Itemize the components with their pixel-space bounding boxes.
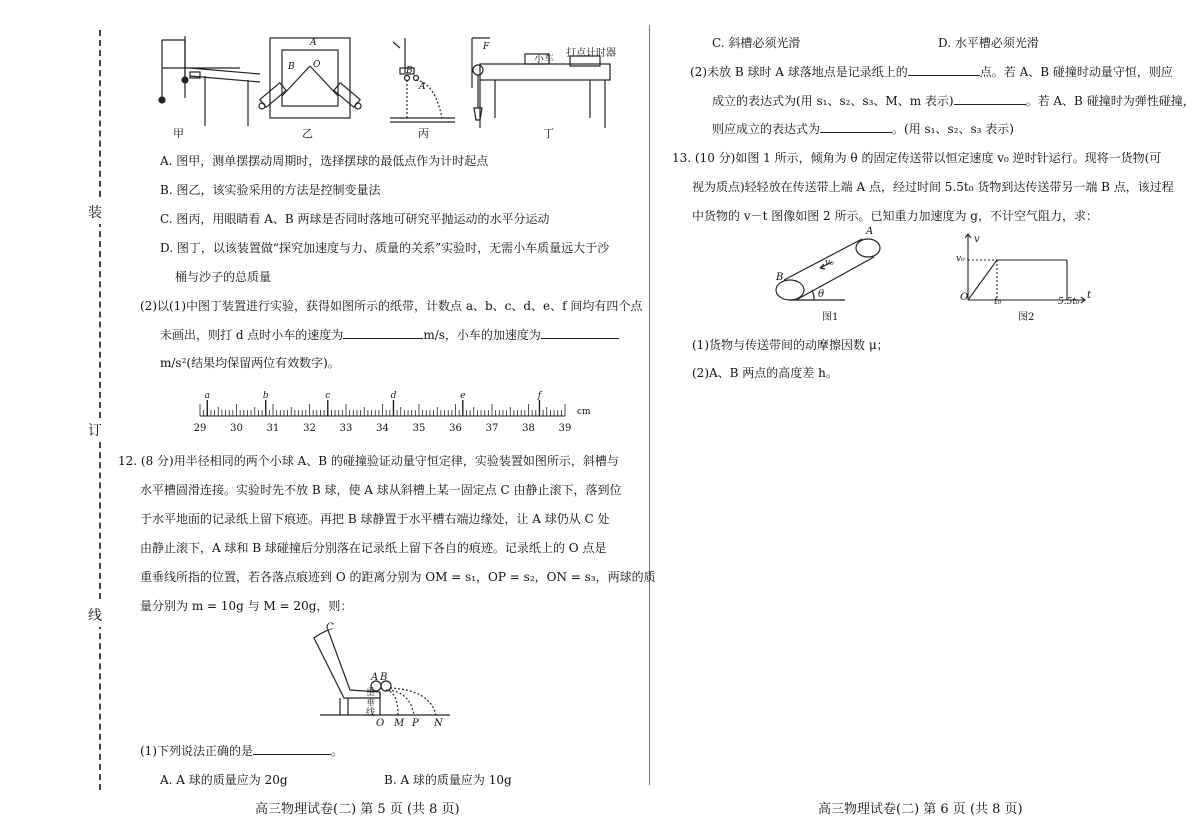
q13-sub2: (2)A、B 两点的高度差 h。 [692, 366, 838, 380]
q12-fig-C: C [326, 622, 334, 633]
footer-left: 高三物理试卷(二) 第 5 页 (共 8 页) [255, 802, 460, 817]
fig2-O: O [960, 292, 969, 303]
answer-blank-momentum-expr[interactable] [954, 92, 1026, 105]
q11-part2-line1: (2)以(1)中图丁装置进行实验，获得如图所示的纸带，计数点 a、b、c、d、e、f 间均有四个点 [140, 299, 643, 313]
counting-point-e: e [460, 391, 466, 401]
binding-char-zhuang: 装 [88, 200, 102, 224]
q12-part2-line2: 成立的表达式为(用 s₁、s₂、s₃、M、m 表示) 。若 A、B 碰撞时为弹性碰撞， [712, 94, 1195, 108]
option-d-cont: 桶与沙子的总质量 [175, 270, 272, 284]
fig-yi-label: 乙 [302, 127, 313, 140]
fig-ding-label: 丁 [543, 127, 554, 140]
binding-char-ding: 订 [88, 418, 102, 442]
answer-blank-elastic-expr[interactable] [820, 120, 892, 133]
fig2-v: v [974, 234, 980, 245]
q12-line1: 12. (8 分)用半径相同的两个小球 A、B 的碰撞验证动量守恒定律，实验装置如图所示，斜槽与 [118, 454, 619, 468]
fig2-t: t [1087, 290, 1092, 301]
fig-jia-label: 甲 [173, 127, 184, 140]
fig-ding-F: F [483, 42, 490, 52]
fig2-t55: 5.5t₀ [1058, 297, 1080, 307]
counting-point-c: c [325, 391, 331, 401]
q12-fig-O: O [376, 718, 385, 729]
q12-option-b: B. A 球的质量应为 10g [384, 773, 512, 787]
ruler-number: 35 [412, 423, 426, 434]
q12-part2-line3: 则应成立的表达式为 。(用 s₁、s₂、s₃ 表示) [712, 122, 1014, 136]
answer-blank-velocity[interactable] [343, 326, 423, 339]
counting-point-f: f [537, 391, 542, 401]
ruler-number: 29 [193, 423, 207, 434]
counting-point-d: d [390, 391, 397, 401]
fig1-A: A [866, 226, 874, 237]
ruler-number: 37 [485, 423, 499, 434]
counting-point-a: a [204, 391, 210, 401]
option-d: D. 图丁，以该装置做“探究加速度与力、质量的关系”实验时，无需小车质量远大于沙 [160, 241, 610, 255]
ruler-number: 38 [522, 423, 535, 434]
ruler-number: 36 [449, 423, 462, 434]
q13-line2: 视为质点)轻轻放在传送带上端 A 点，经过时间 5.5t₀ 货物到达传送带另一端 B 点，该过程 [692, 180, 1174, 194]
fig2-t0: t₀ [994, 297, 1002, 307]
q13-sub1: (1)货物与传送带间的动摩擦因数 μ； [692, 338, 889, 352]
q11-part2-line2: 未画出，则打 d 点时小车的速度为 m/s，小车的加速度为 [160, 326, 619, 343]
q12-fig-B: B [380, 672, 388, 683]
apparatus-figures [150, 28, 630, 140]
column-divider [649, 25, 650, 785]
conveyor-figure-1 [770, 228, 890, 308]
fig-bing-label: 丙 [418, 127, 429, 140]
fig-yi-A: A [310, 38, 317, 48]
fig-yi-B: B [288, 62, 295, 72]
option-b: B. 图乙，该实验采用的方法是控制变量法 [160, 183, 381, 197]
q12-fig-P: P [412, 718, 419, 729]
q12-line2: 水平槽圆滑连接。实验时先不放 B 球，使 A 球从斜槽上某一固定点 C 由静止滚下，落到位 [140, 483, 622, 497]
ruler-number: 32 [303, 423, 316, 434]
ruler-number: 39 [558, 423, 572, 434]
q12-option-c: C. 斜槽必须光滑 [712, 36, 801, 50]
q12-fig-A: A [371, 672, 379, 683]
fig1-theta: θ [818, 289, 825, 300]
q12-line4: 由静止滚下，A 球和 B 球碰撞后分别落在记录纸上留下各自的痕迹。记录纸上的 O 点是 [140, 541, 607, 555]
q12-fig-plumb: 重垂线 [366, 688, 376, 718]
q12-line6: 量分别为 m = 10g 与 M = 20g，则： [140, 599, 353, 613]
fig1-B: B [776, 272, 784, 283]
fig-bing-B: B [406, 66, 413, 76]
answer-blank-q12-1[interactable] [253, 742, 331, 755]
fig2-caption: 图2 [1018, 312, 1035, 323]
q13-line3: 中货物的 v－t 图像如图 2 所示。已知重力加速度为 g，不计空气阻力，求： [692, 209, 1098, 223]
ruler-number: 31 [266, 423, 280, 434]
ruler-number: 30 [230, 423, 243, 434]
binding-char-xian: 线 [88, 603, 102, 627]
fig-ding-cart-label: 小车 [534, 54, 554, 65]
counting-point-b: b [262, 391, 269, 401]
q12-option-d: D. 水平槽必须光滑 [938, 36, 1039, 50]
q12-line5: 重垂线所指的位置，若各落点痕迹到 O 的距离分别为 OM = s₁，OP = s₂，ON = s₃，两球的质 [140, 570, 656, 584]
fig-ding-timer-label: 打点计时器 [566, 48, 616, 59]
q12-fig-N: N [434, 718, 443, 729]
fig1-caption: 图1 [822, 312, 839, 323]
q12-option-a: A. A 球的质量应为 20g [160, 773, 288, 787]
q13-line1: 13. (10 分)如图 1 所示，倾角为 θ 的固定传送带以恒定速度 v₀ 逆时针运行。现将一货物(可 [672, 151, 1162, 165]
ruler-number: 34 [376, 423, 389, 434]
q11-part2-line3: m/s²(结果均保留两位有效数字)。 [160, 356, 340, 370]
q12-line3: 于水平地面的记录纸上留下痕迹。再把 B 球静置于水平槽右端边缘处，让 A 球仍从 C 处 [140, 512, 610, 526]
figure-yi-frame [259, 38, 361, 118]
ruler-number: 33 [339, 423, 353, 434]
ruler-unit: cm [577, 407, 591, 417]
binding-dashed-line [99, 30, 101, 790]
q12-fig-M: M [394, 718, 405, 729]
fig-bing-A: A [419, 82, 426, 92]
q12-part2-line1: (2)未放 B 球时 A 球落地点是记录纸上的 点。若 A、B 碰撞时动量守恒，则应 [690, 65, 1173, 79]
q12-sub1: (1)下列说法正确的是 。 [140, 744, 344, 758]
fig-yi-O: O [313, 60, 321, 70]
figure-jia-pendulum [159, 36, 260, 126]
answer-blank-landing-point[interactable] [908, 63, 980, 76]
fig2-v0: v₀ [956, 254, 965, 264]
option-c: C. 图丙，用眼睛看 A、B 两球是否同时落地可研究平抛运动的水平分运动 [160, 212, 550, 226]
footer-right: 高三物理试卷(二) 第 6 页 (共 8 页) [818, 802, 1023, 817]
option-a: A. 图甲，测单摆摆动周期时，选择摆球的最低点作为计时起点 [160, 154, 489, 168]
answer-blank-acceleration[interactable] [541, 326, 619, 339]
tape-ruler [190, 388, 610, 438]
fig1-v0: v₀ [825, 258, 834, 268]
figure-bing-projectile [390, 38, 455, 122]
